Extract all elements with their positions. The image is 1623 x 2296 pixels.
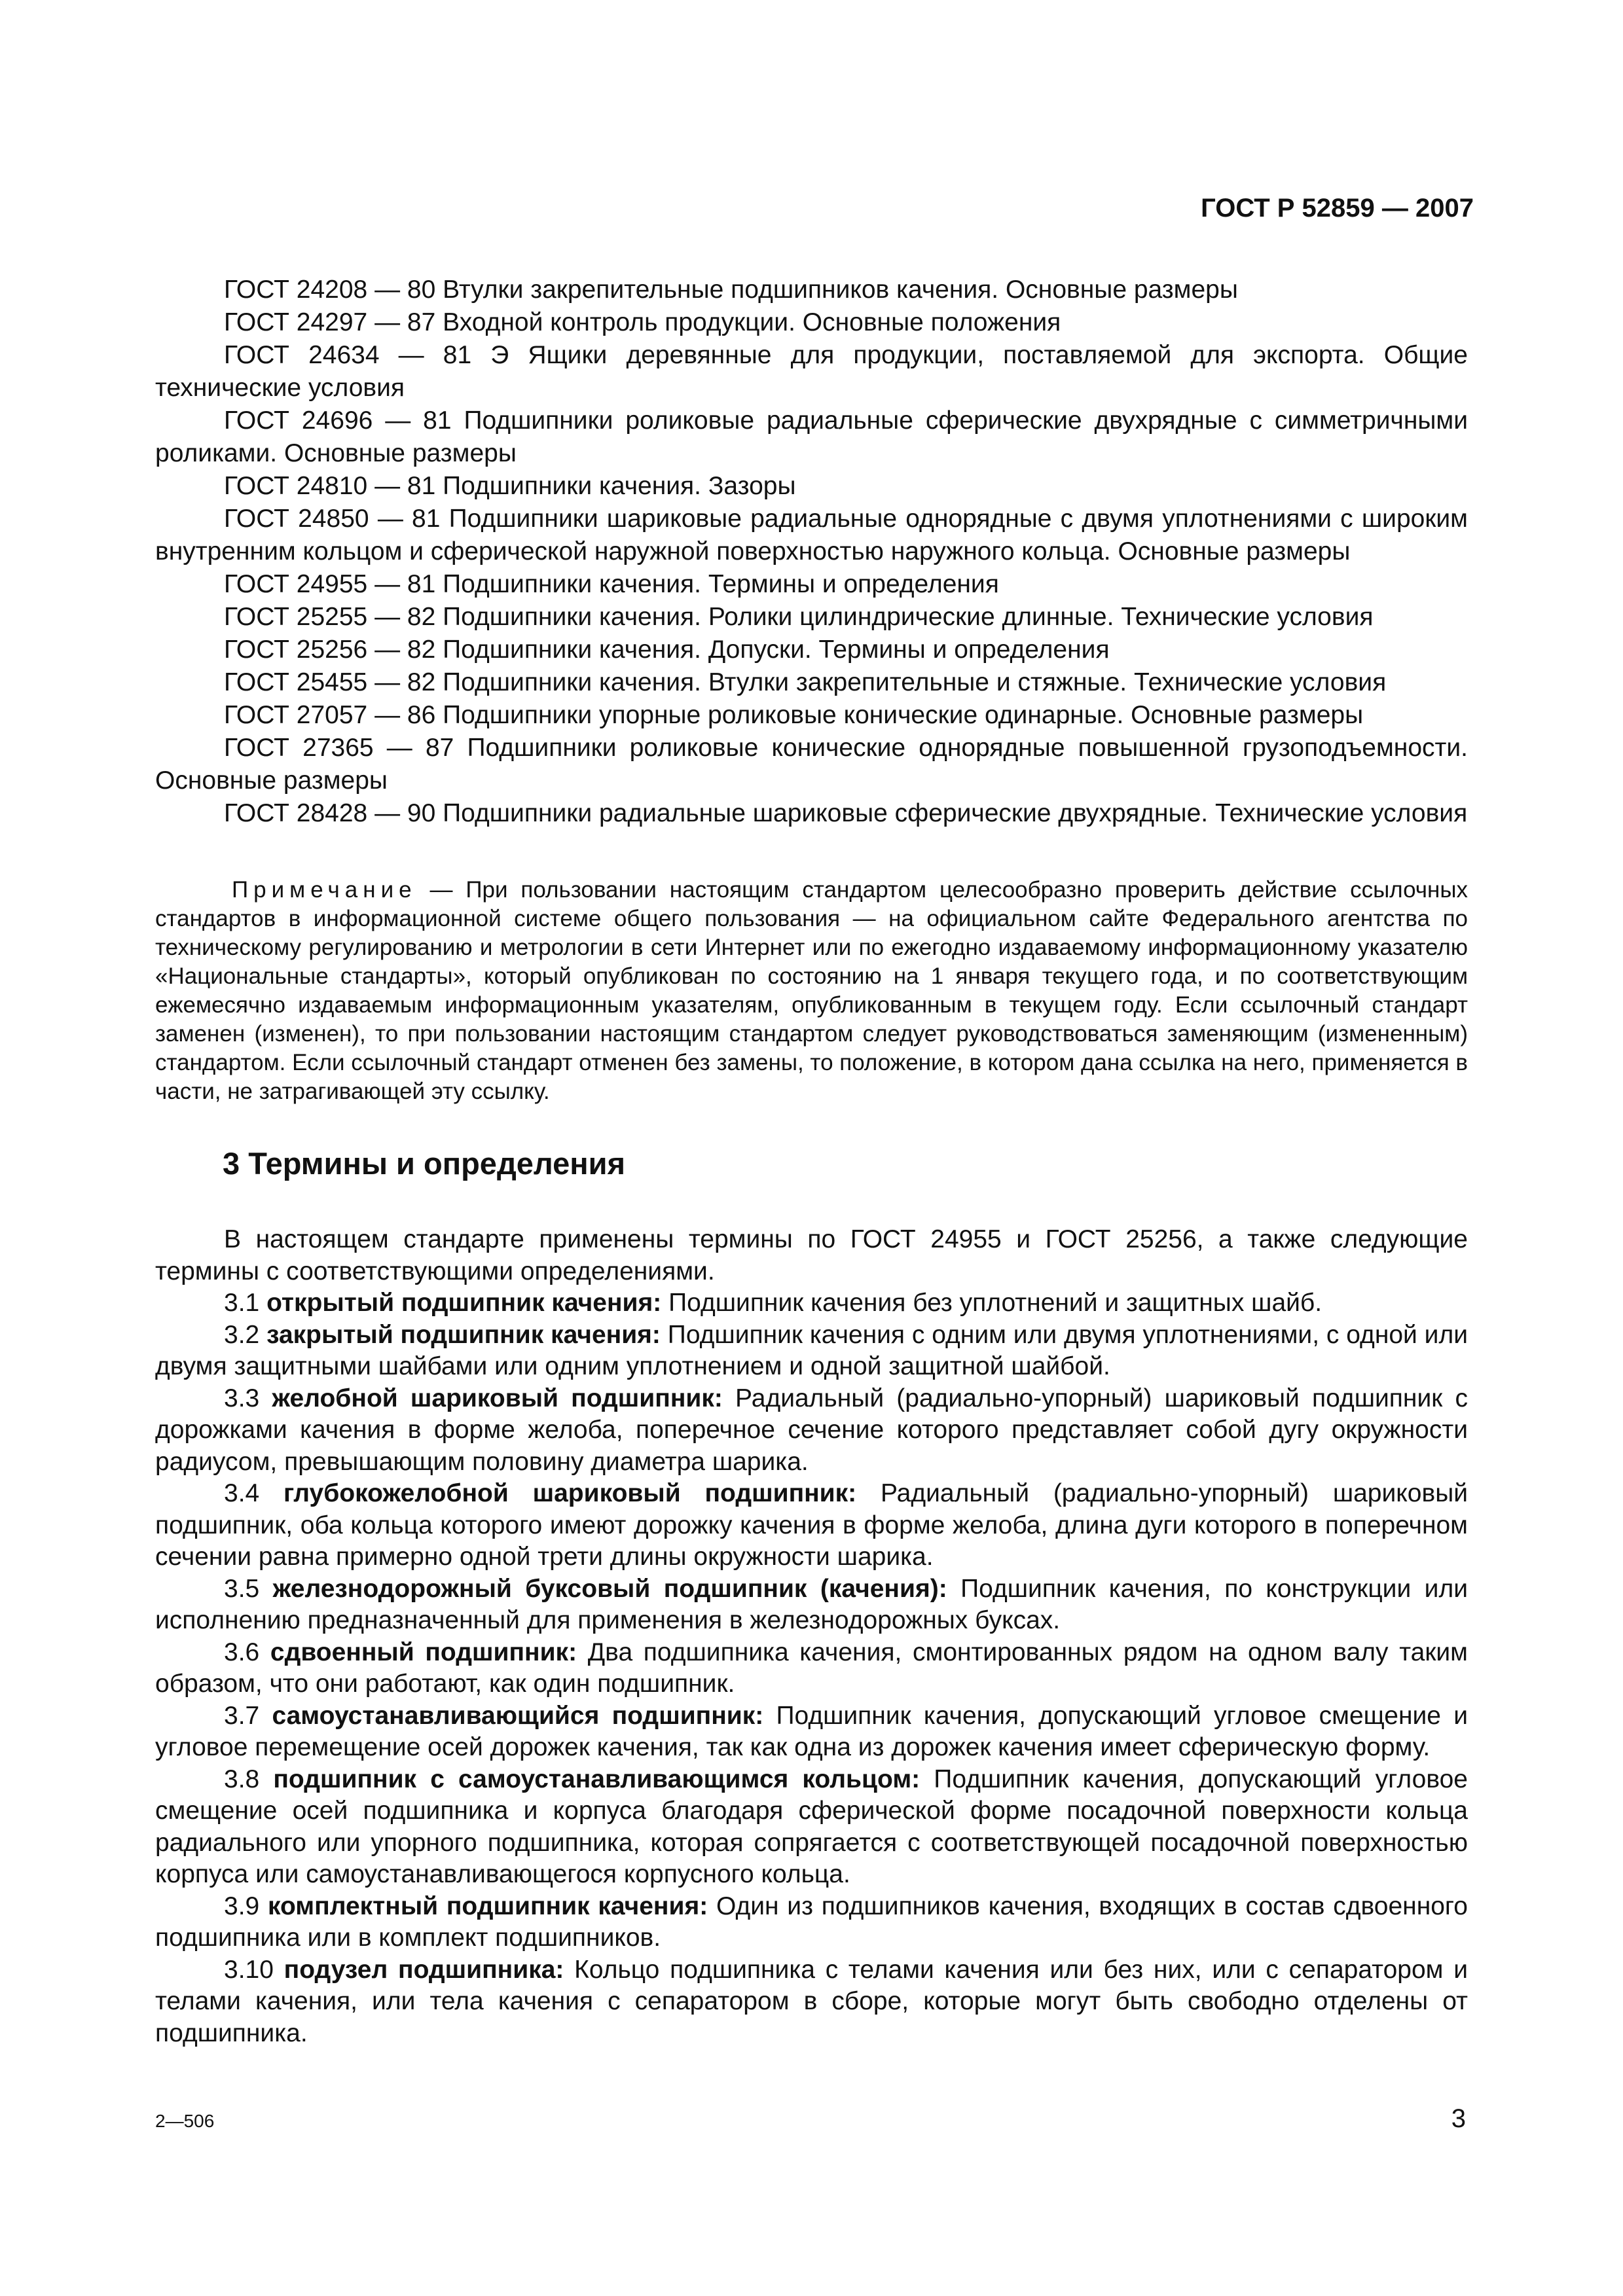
term-entry [155, 1954, 1468, 2050]
term-number: 3.3 [224, 1384, 260, 1412]
term-entry [155, 1383, 1468, 1479]
term-name: сдвоенный подшипник: [270, 1638, 577, 1666]
term-entry [155, 1637, 1468, 1700]
term-number: 3.2 [224, 1320, 260, 1349]
reference-item: ГОСТ 24634 — 81 Э Ящики деревянные для продукции, поставляемой для экспорта. Общие технические условия [155, 341, 1468, 402]
term-name: самоустанавливающийся подшипник: [272, 1701, 764, 1730]
term-name: железнодорожный буксовый подшипник (качения): [272, 1574, 947, 1603]
term-number: 3.7 [224, 1701, 260, 1730]
document-header-id: ГОСТ Р 52859 — 2007 [1201, 194, 1474, 223]
term-definition: Кольцо подшипника с телами качения или без них, или с сепаратором и телами качения, или тела качения с сепаратором в сборе, которые могут быть свободно отделены от подшипника. [155, 1955, 1468, 2047]
term-number: 3.4 [224, 1479, 260, 1507]
term-entry [155, 1891, 1468, 1954]
term-number: 3.5 [224, 1574, 260, 1603]
term-entry [155, 1764, 1468, 1891]
reference-item: ГОСТ 27365 — 87 Подшипники роликовые конические однорядные повышенной грузоподъемности. Основные размеры [155, 734, 1468, 795]
note-label: Примечание [232, 877, 417, 903]
reference-item: ГОСТ 27057 — 86 Подшипники упорные роликовые конические одинарные. Основные размеры [224, 701, 1364, 729]
terms-list [155, 1224, 1468, 2049]
reference-item: ГОСТ 24297 — 87 Входной контроль продукции. Основные положения [224, 308, 1061, 336]
term-name: подшипник с самоустанавливающимся кольцом: [273, 1765, 921, 1793]
reference-item: ГОСТ 25256 — 82 Подшипники качения. Допуски. Термины и определения [224, 636, 1110, 664]
term-name: комплектный подшипник качения: [267, 1892, 708, 1920]
term-entry [155, 1573, 1468, 1637]
references-note [155, 876, 1468, 1106]
term-number: 3.8 [224, 1765, 260, 1793]
term-definition: Подшипник качения, допускающий угловое смещение и угловое перемещение осей дорожек качения, так как одна из дорожек качения имеет сферическую форму. [155, 1701, 1468, 1761]
reference-item: ГОСТ 24208 — 80 Втулки закрепительные подшипников качения. Основные размеры [224, 276, 1238, 304]
term-definition: Радиальный (радиально-упорный) шариковый подшипник с дорожками качения в форме желоба, поперечное сечение которого представляет собой дугу окружности радиусом, превышающим половину диаметра шарика. [155, 1384, 1468, 1476]
term-definition: Подшипник качения с одним или двумя уплотнениями, с одной или двумя защитными шайбами или одним уплотнением и одной защитной шайбой. [155, 1320, 1468, 1380]
normative-references-list [155, 274, 1468, 830]
term-entry [155, 1319, 1468, 1383]
term-name: желобной шариковый подшипник: [272, 1384, 723, 1412]
reference-item: ГОСТ 25255 — 82 Подшипники качения. Ролики цилиндрические длинные. Технические условия [224, 603, 1374, 631]
page-number: 3 [1451, 2104, 1466, 2133]
reference-item: ГОСТ 24955 — 81 Подшипники качения. Термины и определения [224, 570, 999, 598]
term-definition: Подшипник качения без уплотнений и защитных шайб. [668, 1289, 1322, 1317]
term-number: 3.10 [224, 1955, 274, 1984]
term-name: закрытый подшипник качения: [266, 1320, 661, 1349]
term-name: глубокожелобной шариковый подшипник: [283, 1479, 857, 1507]
term-definition: Подшипник качения, допускающий угловое смещение осей подшипника и корпуса благодаря сферической форме посадочной поверхности кольца радиального или упорного подшипника, которая сопрягается с соответствующей посадочной поверхностью корпуса или самоустанавливающегося корпусного кольца. [155, 1765, 1468, 1888]
term-name: подузел подшипника: [283, 1955, 564, 1984]
reference-item: ГОСТ 24696 — 81 Подшипники роликовые радиальные сферические двухрядные с симметричными роликами. Основные размеры [155, 406, 1468, 467]
reference-item: ГОСТ 24810 — 81 Подшипники качения. Зазоры [224, 472, 796, 500]
term-number: 3.1 [224, 1289, 260, 1317]
section-title: 3 Термины и определения [223, 1146, 625, 1181]
reference-item: ГОСТ 28428 — 90 Подшипники радиальные шариковые сферические двухрядные. Технические условия [224, 799, 1468, 827]
reference-item: ГОСТ 25455 — 82 Подшипники качения. Втулки закрепительные и стяжные. Технические условия [224, 668, 1387, 696]
term-definition: Два подшипника качения, смонтированных рядом на одном валу таким образом, что они работают, как один подшипник. [155, 1638, 1468, 1698]
footer-print-code: 2—506 [155, 2111, 215, 2131]
section-intro: В настоящем стандарте применены термины по ГОСТ 24955 и ГОСТ 25256, а также следующие термины с соответствующими определениями. [155, 1225, 1468, 1285]
term-entry [155, 1287, 1468, 1319]
note-text: — При пользовании настоящим стандартом целесообразно проверить действие ссылочных стандартов в информационной системе общего пользования — на официальном сайте Федерального агентства по техническому регулированию и метрологии в сети Интернет или по ежегодно издаваемому информационному указателю «Национальные стандарты», который опубликован по состоянию на 1 января текущего года, и по соответствующим ежемесячно издаваемым информационным указателям, опубликованным в текущем году. Если ссылочный стандарт заменен (изменен), то при пользовании настоящим стандартом следует руководствоваться заменяющим (измененным) стандартом. Если ссылочный стандарт отменен без замены, то положение, в котором дана ссылка на него, применяется в части, не затрагивающей эту ссылку. [155, 877, 1468, 1104]
term-entry [155, 1700, 1468, 1764]
term-definition: Один из подшипников качения, входящих в состав сдвоенного подшипника или в комплект подшипников. [155, 1892, 1468, 1952]
reference-item: ГОСТ 24850 — 81 Подшипники шариковые радиальные однорядные с двумя уплотнениями с широким внутренним кольцом и сферической наружной поверхностью наружного кольца. Основные размеры [155, 505, 1468, 565]
term-definition: Радиальный (радиально-упорный) шариковый подшипник, оба кольца которого имеют дорожку качения в форме желоба, длина дуги которого в поперечном сечении равна примерно одной трети длины окружности шарика. [155, 1479, 1468, 1571]
term-entry [155, 1478, 1468, 1573]
term-name: открытый подшипник качения: [266, 1289, 662, 1317]
term-number: 3.6 [224, 1638, 260, 1666]
term-definition: Подшипник качения, по конструкции или исполнению предназначенный для применения в железнодорожных буксах. [155, 1574, 1468, 1634]
term-number: 3.9 [224, 1892, 260, 1920]
